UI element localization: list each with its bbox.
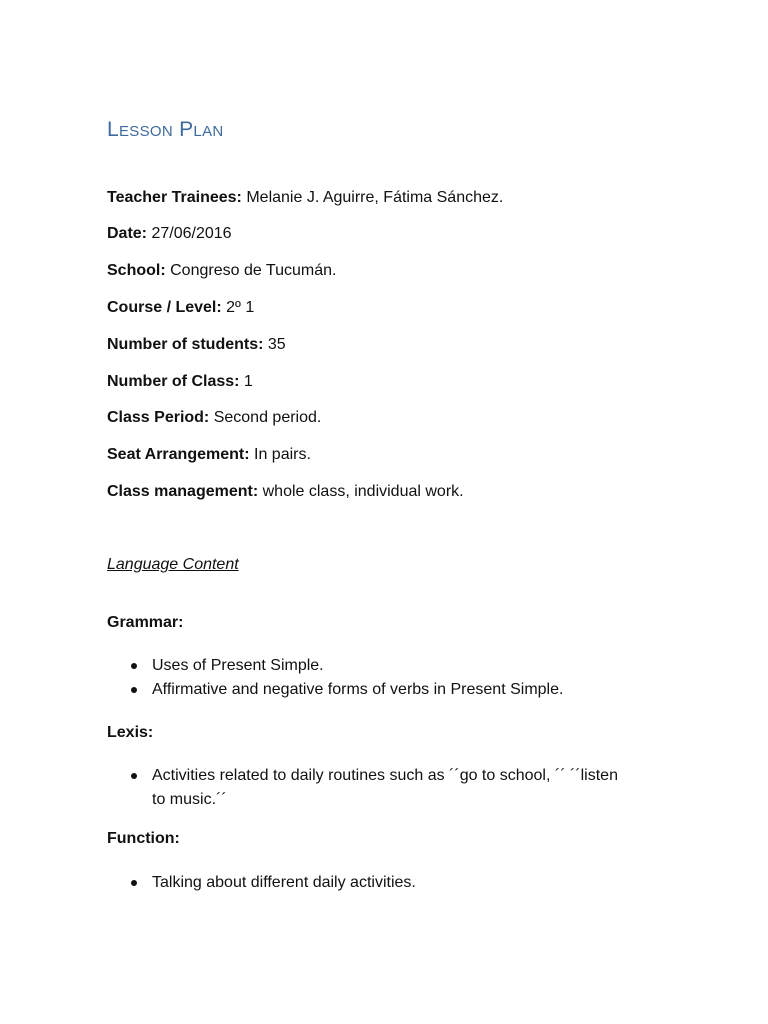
field-course-level xyxy=(107,298,254,318)
field-label: Date: xyxy=(107,225,148,242)
language-content-heading: Language Content xyxy=(107,556,239,573)
list-item xyxy=(107,678,707,702)
field-value: In pairs. xyxy=(249,446,311,463)
field-number-of-class xyxy=(107,372,253,392)
bullet-icon xyxy=(131,663,137,669)
field-label: Seat Arrangement: xyxy=(107,446,250,463)
bullet-icon xyxy=(131,880,137,886)
list-item xyxy=(107,764,707,812)
grammar-heading: Grammar: xyxy=(107,614,184,631)
list-item-text: Activities related to daily routines such as ´´go to school, ´´ ´´listen to music.´´ xyxy=(152,767,618,808)
list-item-text: Talking about different daily activities. xyxy=(152,874,416,891)
function-list xyxy=(107,871,707,895)
list-item-text: Affirmative and negative forms of verbs in Present Simple. xyxy=(152,681,564,698)
field-label: Teacher Trainees: xyxy=(107,189,242,206)
field-label: Class management: xyxy=(107,483,259,500)
bullet-icon xyxy=(131,773,137,779)
field-value: 2º 1 xyxy=(221,299,255,316)
field-value: Second period. xyxy=(209,409,322,426)
list-item xyxy=(107,871,707,895)
lexis-heading: Lexis: xyxy=(107,724,154,741)
field-seat-arrangement xyxy=(107,445,311,465)
field-value: whole class, individual work. xyxy=(258,483,464,500)
field-value: 1 xyxy=(239,373,253,390)
field-value: 35 xyxy=(263,336,286,353)
field-label: Course / Level: xyxy=(107,299,222,316)
field-school xyxy=(107,261,336,281)
field-class-management xyxy=(107,482,464,502)
field-label: Class Period: xyxy=(107,409,210,426)
field-value: Melanie J. Aguirre, Fátima Sánchez. xyxy=(241,189,504,206)
field-label: Number of students: xyxy=(107,336,264,353)
field-teacher-trainees xyxy=(107,188,503,208)
document-title: Lesson Plan xyxy=(107,118,224,141)
grammar-list xyxy=(107,654,707,702)
list-item xyxy=(107,654,707,678)
field-label: School: xyxy=(107,262,166,279)
list-item-text: Uses of Present Simple. xyxy=(152,657,324,674)
field-value: Congreso de Tucumán. xyxy=(165,262,337,279)
field-number-of-students xyxy=(107,335,286,355)
field-label: Number of Class: xyxy=(107,373,240,390)
field-date xyxy=(107,224,232,244)
field-value: 27/06/2016 xyxy=(147,225,232,242)
bullet-icon xyxy=(131,687,137,693)
field-class-period xyxy=(107,408,321,428)
function-heading: Function: xyxy=(107,830,180,847)
lexis-list xyxy=(107,764,707,812)
